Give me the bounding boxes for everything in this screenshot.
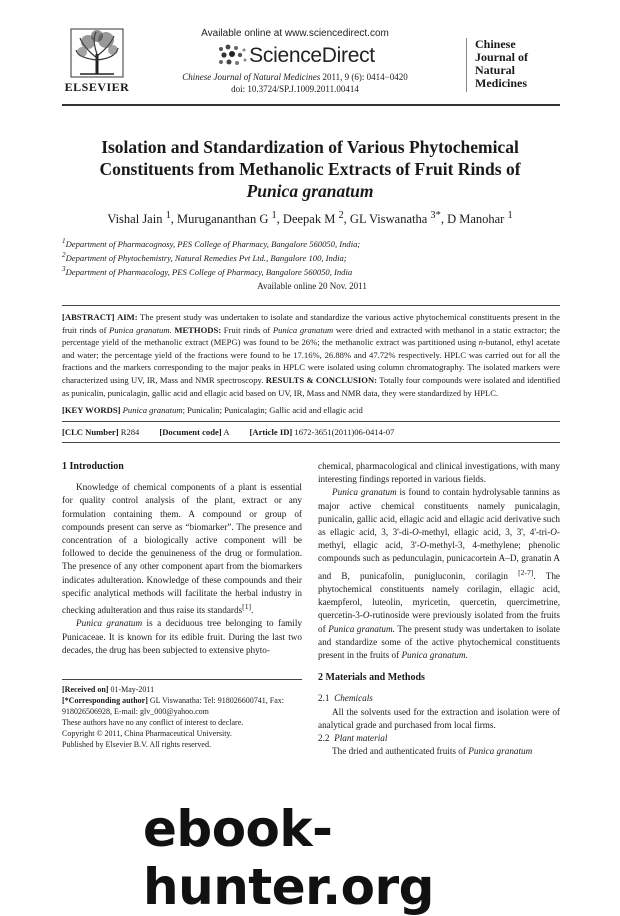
meta-value: A: [221, 427, 230, 437]
journal-title-line: Medicines: [475, 76, 527, 90]
paragraph-text: -methyl-3, 4-methylene; phenolic compounds such as pedunculagin, punicacortein A–D, granatin A and B, punicafolin, punigluconin, corilagin: [318, 540, 560, 581]
footnote-rule: [62, 679, 302, 680]
available-date: Available online 20 Nov. 2011: [257, 281, 367, 291]
abstract-top-rule: [62, 305, 560, 306]
meta-label: [Document code]: [159, 427, 222, 437]
section-heading: 1 Introduction: [62, 461, 124, 472]
meta-value: R284: [118, 427, 140, 437]
paragraph-italic: O: [550, 527, 557, 538]
paragraph-text: -methyl, ellagic acid, 3'-: [318, 527, 560, 551]
subsection-number: 2.1: [318, 693, 330, 704]
author-name: Deepak M: [282, 212, 336, 227]
paragraph: [318, 486, 560, 662]
results-label: RESULTS & CONCLUSION:: [265, 374, 378, 385]
author-affil: 2: [338, 210, 344, 221]
elsevier-tree-icon: [70, 28, 124, 78]
article-meta: [62, 427, 560, 437]
document-code: [159, 427, 229, 437]
sciencedirect-header: [150, 28, 440, 94]
meta-label: [Article ID]: [249, 427, 293, 437]
species-name: Punica granatum: [468, 746, 533, 757]
author-affil: 1: [271, 210, 277, 221]
citation-journal: Chinese Journal of Natural Medicines: [182, 72, 321, 82]
doi[interactable]: doi: 10.3724/SP.J.1009.2011.00414: [231, 84, 359, 94]
subsection-title: Chemicals: [334, 693, 373, 704]
species-name: Punica granatum: [272, 324, 334, 335]
journal-title-box: [466, 38, 583, 92]
header-divider: [62, 104, 560, 106]
journal-citation: [150, 72, 440, 82]
footnote-label: [*Corresponding author]: [62, 696, 148, 705]
author-name: Vishal Jain: [107, 212, 163, 227]
affiliations: [62, 236, 562, 278]
watermark-text: ebook-hunter.org: [143, 800, 434, 916]
author-name: D Manohar: [447, 212, 505, 227]
abstract-text: Fruit rinds of: [221, 324, 273, 335]
paper-title: [80, 136, 540, 202]
abstract-label: [ABSTRACT]: [62, 312, 115, 322]
author-name: Murugananthan G: [177, 212, 269, 227]
elsevier-logo: [62, 28, 132, 100]
affiliation-line: [62, 250, 562, 264]
subsection-heading: [318, 692, 560, 705]
abstract: [62, 311, 560, 399]
continued-paragraph: chemical, pharmacological and clinical investigations, with many interesting findings reported in various fields.: [318, 461, 560, 485]
author-affil: 1: [507, 210, 513, 221]
keywords-text: ; Punicalin; Punicalagin; Gallic acid and ellagic acid: [182, 405, 363, 415]
abstract-text: were dried and extracted with methanol in a static extractor; the percentage yield of the methanolic extract (MEPG) was found to be 26%; the methanolic extract was partitioned using: [62, 324, 561, 348]
aim-label: AIM:: [117, 312, 138, 322]
journal-title-line: Natural: [475, 63, 515, 77]
subsection-title: Plant material: [334, 732, 388, 743]
species-name: Punica granatum: [332, 487, 397, 498]
paragraph-text: .: [465, 649, 468, 660]
species-name: Punica granatum: [401, 649, 466, 660]
right-column: [318, 460, 560, 758]
section-heading: 2 Materials and Methods: [318, 672, 425, 684]
received-note: [62, 684, 302, 695]
publisher-note: Published by Elsevier B.V. All rights reserved.: [62, 740, 211, 749]
paragraph: [318, 745, 560, 758]
affil-number: 3: [62, 264, 66, 273]
publisher-name: ELSEVIER: [64, 80, 130, 94]
citation-ref[interactable]: [1]: [242, 602, 252, 612]
methods-label: METHODS:: [174, 324, 222, 335]
meta-value: 1672-3651(2011)06-0414-07: [292, 427, 395, 437]
meta-label: [CLC Number]: [62, 427, 119, 437]
copyright-note: Copyright © 2011, China Pharmaceutical University.: [62, 729, 232, 738]
abstract-text: .: [169, 324, 175, 335]
affiliation-line: [62, 236, 562, 250]
species-name: Punica granatum.: [328, 623, 395, 634]
paragraph-italic: O: [362, 610, 370, 621]
subsection-number: 2.2: [318, 732, 330, 743]
clc-number: [62, 427, 139, 437]
species-name: Punica granatum: [76, 618, 143, 629]
affil-number: 2: [62, 250, 66, 259]
author-affil: 3*: [430, 210, 441, 221]
paragraph-text: is found to contain hydrolysable tannins as major active chemical constituents namely punicalagin, punicalin, gallic acid, ellagic acid and ellagic acid derivative such as ellagic acid, 3, 3'-di-: [318, 487, 560, 538]
available-online-link[interactable]: Available online at www.sciencedirect.com: [201, 28, 389, 39]
subsection-heading: [318, 732, 560, 745]
paragraph: [62, 617, 302, 657]
footnote-text: 01-May-2011: [108, 685, 155, 694]
title-text: Isolation and Standardization of Various Phytochemical Constituents from Methanolic Extracts of Fruit Rinds of: [99, 137, 521, 179]
keywords-label: [KEY WORDS]: [62, 405, 121, 415]
affil-text: Department of Phytochemistry, Natural Remedies Pvt Ltd., Bangalore 100, India;: [65, 252, 347, 263]
abstract-text: Totally four compounds were isolated and identified as punicalin, punicalagin, gallic acid and ellagic acid based on UV, IR, Mass and NMR data, they were standardized by HPLC.: [62, 374, 561, 398]
paragraph: [62, 481, 302, 617]
corresponding-note: [62, 695, 302, 717]
meta-bottom-rule: [62, 442, 560, 443]
abstract-italic: n: [478, 337, 484, 348]
paragraph-text: .: [251, 605, 254, 616]
conflict-note: These authors have no any conflict of interest to declare.: [62, 718, 244, 727]
title-species: Punica granatum: [246, 181, 374, 201]
author-name: GL Viswanatha: [349, 212, 428, 227]
journal-title-line: Journal of: [475, 50, 529, 64]
paragraph-text: -methyl, ellagic acid, 3, 3', 4'-tri-: [418, 527, 551, 538]
left-column: [62, 460, 302, 657]
species-name: Punica granatum: [122, 405, 183, 415]
affil-text: Department of Pharmacognosy, PES College of Pharmacy, Bangalore 560050, India;: [65, 238, 361, 249]
paragraph-text: The dried and authenticated fruits of: [332, 746, 469, 757]
paragraph-text: Knowledge of chemical components of a plant is essential for quality control analysis of the plant, extract or any formulation containing them. A compound or group of compounds present can serve as “biomarker”. The presence and concentration of a biologically active component will be followed to decide the genuineness of the drug or formulation. The presence of any other component apart from the biomarkers indicates adulteration. Knowledge of these compounds and their specific analytical methods will facilitate the herbal industry in checking adulteration and thus raise its standards: [62, 482, 302, 616]
paragraph: All the solvents used for the extraction and isolation were of analytical grade and purchased from local firms.: [318, 706, 560, 730]
abstract-text: -butanol, ethyl acetate and water; the percentage yield of the fractions were found to be 17.16%, 26.88% and 47.72% respectively. HPLC was carried out for all the fractions and the markers corresponding to the major peaks in HPLC were isolated using column chromatography. The isolated markers were characterized using UV, IR, Mass and NMR spectroscopy.: [62, 337, 560, 385]
affil-text: Department of Pharmacology, PES College of Pharmacy, Bangalore 560050, India: [65, 266, 353, 277]
meta-top-rule: [62, 421, 560, 422]
sciencedirect-logo-icon: [215, 43, 249, 69]
author-list: Vishal Jain $^1$, Murugananthan G $^1$, Deepak M $^2$, GL Viswanatha $^{3*}$, D Manohar $^1$: [107, 210, 513, 227]
species-name: Punica granatum: [109, 324, 170, 335]
paragraph-text: -rutinoside were previously isolated from the fruits of: [318, 610, 560, 634]
paragraph-italic: O: [419, 540, 427, 551]
footnote-text: GL Viswanatha: Tel: 918026600741, Fax: 918026506928, E-mail: glv_000@yahoo.com: [62, 696, 284, 716]
author-affil: 1: [165, 210, 171, 221]
keywords: [62, 405, 560, 415]
paragraph-text: The present study was undertaken to isolate and standardize some of the active phytochemical constituents present in the fruits of: [318, 623, 560, 660]
article-id: [250, 427, 395, 437]
sciencedirect-brand: ScienceDirect: [249, 44, 375, 67]
citation-volume: 2011, 9 (6): 0414−0420: [320, 72, 408, 82]
paragraph-text: . The phytochemical constituents namely corilagin, ellagic acid, kaempferol, luteolin, myricetin, quercetin, quercimetrine, quercetin-3-: [318, 570, 561, 621]
footnote-label: [Received on]: [62, 685, 109, 694]
abstract-text: The present study was undertaken to isolate and standardize the various active phytochemical constituents present in the fruit rinds of: [62, 312, 560, 335]
affil-number: 1: [62, 237, 66, 245]
paragraph-text: is a deciduous tree belonging to family Punicaceae. It is known for its edible fruit. During the last two decades, the drug has been subjected to extensive phyto-: [62, 618, 302, 655]
citation-ref[interactable]: [2-7]: [518, 567, 534, 577]
footnotes: [62, 684, 302, 750]
paragraph-italic: O: [412, 527, 419, 538]
journal-title-line: Chinese: [475, 37, 516, 51]
affiliation-line: [62, 264, 562, 278]
